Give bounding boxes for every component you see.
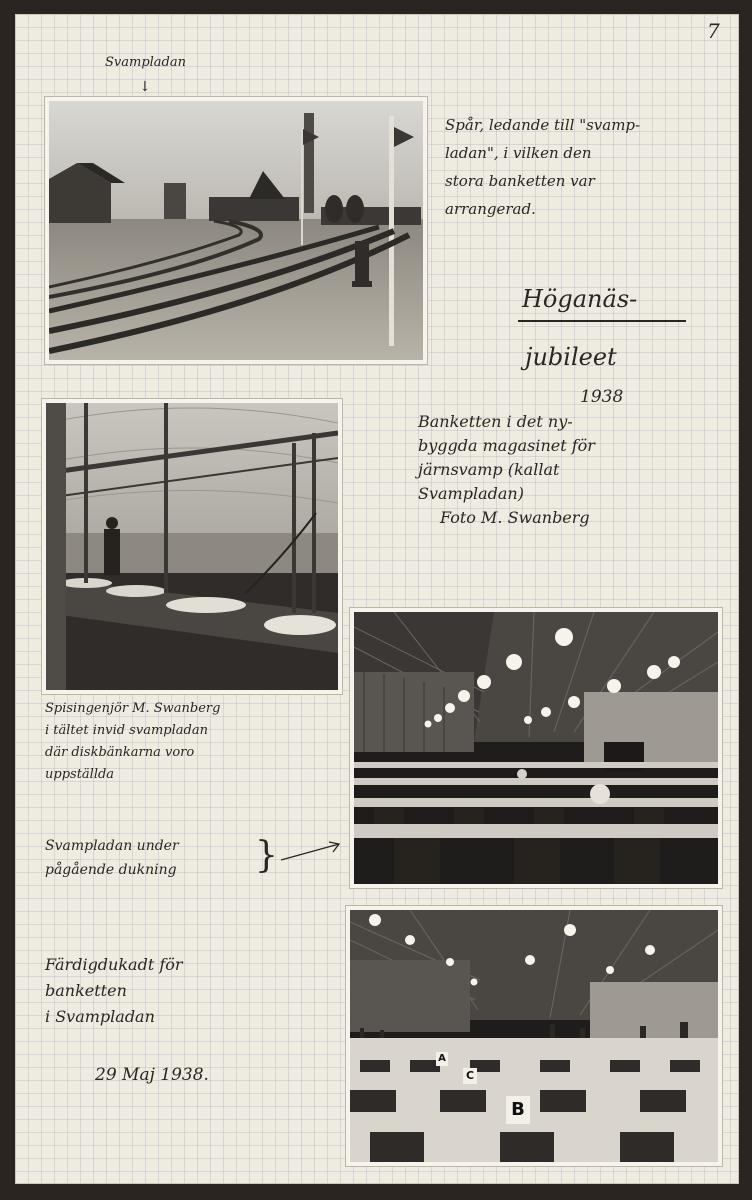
photo-railway-tracks — [45, 97, 427, 364]
intro-line: järnsvamp (kallat — [418, 460, 560, 479]
photo2-caption — [45, 698, 220, 786]
caption-line: stora banketten var — [445, 172, 595, 190]
photo3-caption — [45, 834, 179, 882]
caption-line: uppställda — [45, 767, 115, 782]
arrow-right-icon — [277, 838, 347, 864]
caption-line: Spår, ledande till "svamp- — [445, 116, 641, 134]
caption-line: banketten — [45, 981, 127, 1000]
caption-line: där diskbänkarna voro — [45, 745, 195, 760]
heading-year: 1938 — [580, 387, 624, 407]
intro-photographer: Foto M. Swanberg — [440, 508, 590, 527]
brace-icon: } — [255, 835, 278, 876]
caption-line: Svampladan under — [45, 838, 179, 854]
caption-line: i Svampladan — [45, 1007, 155, 1026]
caption-line: Färdigdukadt för — [45, 955, 183, 974]
heading-hoganas: Höganäs- — [522, 285, 638, 313]
caption-line: ladan", i vilken den — [445, 144, 592, 162]
photo-tent-sinks — [42, 399, 342, 694]
page-number: 7 — [707, 19, 720, 43]
heading-underline — [518, 320, 686, 322]
table-sign: C — [463, 1068, 477, 1084]
table-sign: A — [436, 1052, 448, 1066]
arrow-down-icon: ↓ — [139, 79, 151, 95]
table-sign: B — [506, 1096, 530, 1124]
caption-line: pågående dukning — [45, 862, 177, 878]
intro-text — [418, 410, 595, 530]
photo1-caption — [445, 114, 640, 220]
photo4-caption — [45, 952, 183, 1030]
caption-line: i tältet invid svampladan — [45, 723, 208, 738]
album-page — [15, 14, 739, 1184]
intro-line: byggda magasinet för — [418, 436, 595, 455]
date: 29 Maj 1938. — [95, 1065, 209, 1085]
intro-line: Banketten i det ny- — [418, 412, 573, 431]
photo-hall-set-for-banquet — [346, 906, 722, 1166]
intro-line: Svampladan) — [418, 484, 524, 503]
caption-line: arrangerad. — [445, 200, 536, 218]
caption-line: Spisingenjör M. Swanberg — [45, 701, 221, 716]
svampladan-label: Svampladan — [105, 55, 187, 70]
photo-hall-setting — [350, 608, 722, 888]
heading-jubileet: jubileet — [525, 343, 617, 371]
